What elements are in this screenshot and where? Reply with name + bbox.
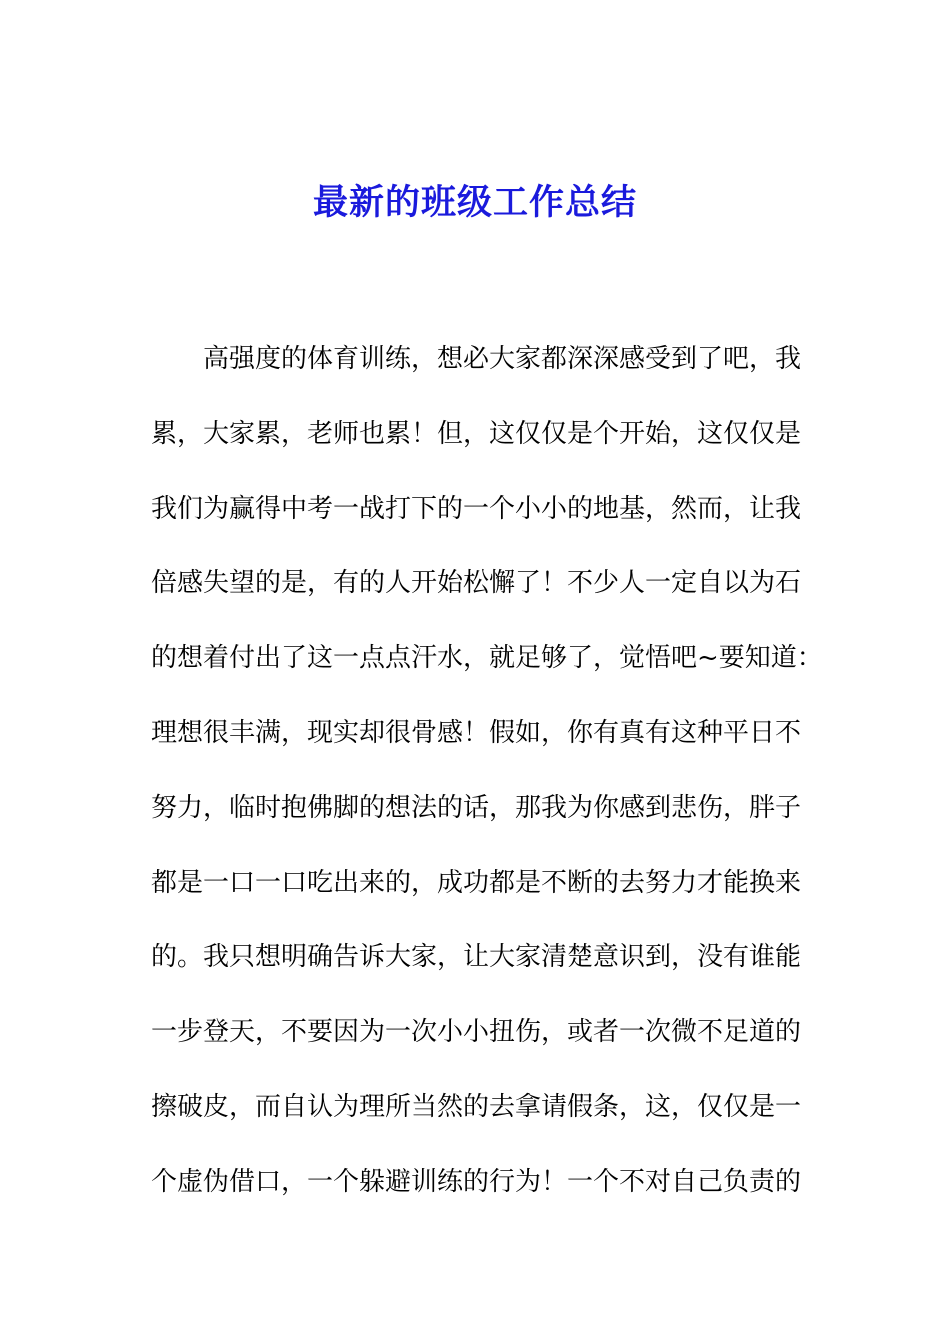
paragraph-line: 理想很丰满，现实却很骨感！假如，你有真有这种平日不 [151,717,802,748]
paragraph-line: 的想着付出了这一点点汗水，就足够了，觉悟吧~要知道： [151,643,823,674]
paragraph-line: 我们为赢得中考一战打下的一个小小的地基，然而，让我 [151,493,802,524]
paragraph-line: 高强度的体育训练，想必大家都深深感受到了吧，我 [203,344,802,374]
paragraph-line: 都是一口一口吃出来的，成功都是不断的去努力才能换来 [151,867,802,898]
body-paragraph [151,322,823,1220]
paragraph-line: 个虚伪借口，一个躲避训练的行为！一个不对自己负责的 [151,1166,802,1197]
paragraph-line: 一步登天，不要因为一次小小扭伤，或者一次微不足道的 [151,1017,802,1048]
paragraph-line: 累，大家累，老师也累！但，这仅仅是个开始，这仅仅是 [151,418,802,449]
paragraph-line: 的。我只想明确告诉大家，让大家清楚意识到，没有谁能 [151,942,802,973]
paragraph-line: 努力，临时抱佛脚的想法的话，那我为你感到悲伤，胖子 [151,792,802,823]
paragraph-line: 擦破皮，而自认为理所当然的去拿请假条，这，仅仅是一 [151,1091,802,1122]
paragraph-line: 倍感失望的是，有的人开始松懈了！不少人一定自以为石 [151,568,802,599]
document-title: 最新的班级工作总结 [312,182,637,223]
